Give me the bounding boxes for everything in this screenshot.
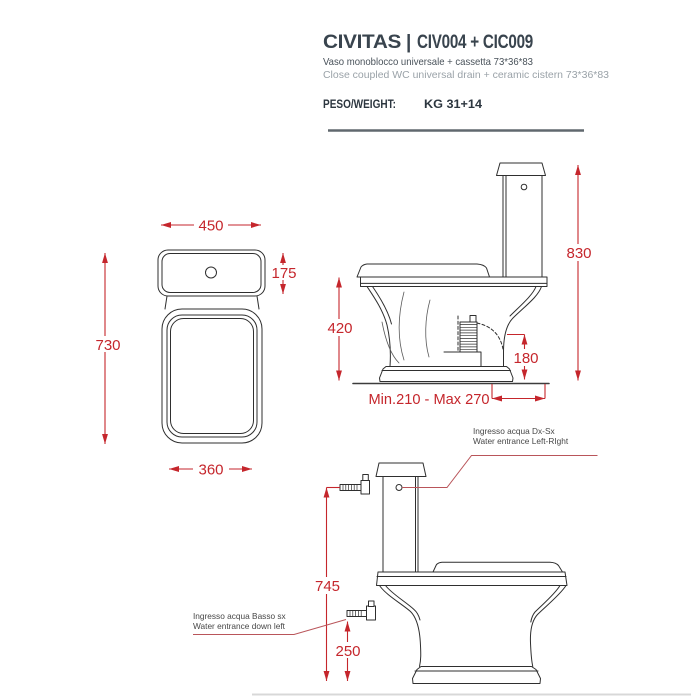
- dim-label-420: 420: [327, 320, 353, 337]
- annotation-inlet-low-it: Ingresso acqua Basso sx: [193, 611, 286, 621]
- bowl-plan-outline: [162, 309, 262, 443]
- base-plinth: [380, 367, 514, 382]
- dim-label-minmax: Min.210 - Max 270: [368, 391, 490, 408]
- weight-value: KG 31+14: [424, 99, 483, 111]
- dim-label-360: 360: [198, 461, 224, 479]
- subtitle-english: Close coupled WC universal drain + ceramic cistern 73*36*83: [323, 69, 610, 81]
- rear-bowl-right-inner: [531, 586, 560, 623]
- inlet-valve-low: [347, 601, 376, 620]
- water-inlet-hole: [396, 485, 402, 491]
- top-view: [92, 216, 297, 479]
- bowl-back-inner: [510, 287, 536, 317]
- dim-label-180: 180: [513, 350, 539, 367]
- dim-drain-height: [507, 335, 540, 380]
- annotation-inlet-low-en: Water entrance down left: [193, 621, 285, 631]
- drain-pipe: [460, 322, 477, 352]
- seat-lid: [357, 264, 490, 277]
- dim-label-745: 745: [314, 578, 341, 595]
- annotation-inlet-side: [402, 426, 598, 488]
- dim-drain-distance: [369, 384, 546, 408]
- product-brand: CIVITAS: [323, 32, 401, 53]
- subtitle-italian: Vaso monoblocco universale + cassetta 73*36*83: [323, 56, 534, 68]
- cistern-bowl-connector: [165, 296, 259, 309]
- cistern-lid: [497, 163, 546, 176]
- dim-width-bottom: [169, 460, 252, 479]
- dim-width-top: [161, 216, 261, 235]
- cistern-plan-outline: [158, 250, 265, 296]
- rear-bowl-left: [380, 586, 421, 667]
- rear-bowl-right: [530, 586, 566, 667]
- annotation-inlet-side-en: Water entrance Left-RIght: [473, 436, 569, 446]
- dim-label-830: 830: [566, 245, 592, 262]
- bowl-interior-curves: [382, 292, 430, 363]
- trap-step: [444, 352, 481, 367]
- inlet-valve-side: [340, 475, 370, 495]
- side-view: [325, 163, 594, 408]
- rear-base-plinth: [413, 667, 541, 684]
- bowl-front-profile: [367, 287, 390, 367]
- rear-bowl-left-inner: [386, 586, 421, 621]
- dim-cistern-depth: [269, 253, 297, 294]
- annotation-inlet-low: [193, 611, 346, 635]
- rear-cistern-body: [383, 477, 418, 573]
- bowl-front-inner: [373, 287, 392, 325]
- dim-total-depth: [92, 253, 121, 444]
- title-separator: |: [406, 32, 412, 53]
- dim-label-175: 175: [271, 265, 297, 282]
- dim-label-450: 450: [198, 217, 224, 235]
- rear-view: [193, 426, 691, 695]
- annotation-inlet-side-it: Ingresso acqua Dx-Sx: [473, 426, 555, 436]
- trap-hidden-curve: [477, 323, 503, 349]
- drain-pipe-nub: [470, 316, 476, 323]
- rear-cistern-lid: [376, 463, 426, 477]
- dim-label-250: 250: [335, 643, 361, 660]
- cistern-body: [503, 176, 542, 287]
- rear-seat-lid: [433, 562, 563, 572]
- rim-shelf: [361, 277, 548, 287]
- dim-bowl-height: [325, 278, 354, 381]
- dim-height-total: [563, 165, 594, 381]
- dim-inlet-low-height: [333, 622, 362, 682]
- cistern-side-hole: [521, 184, 527, 190]
- product-code: CIV004 + CIC009: [417, 32, 533, 53]
- weight-label: PESO/WEIGHT:: [323, 99, 396, 111]
- header: [323, 32, 609, 131]
- rear-rim-shelf: [377, 572, 568, 586]
- dim-label-730: 730: [95, 337, 121, 354]
